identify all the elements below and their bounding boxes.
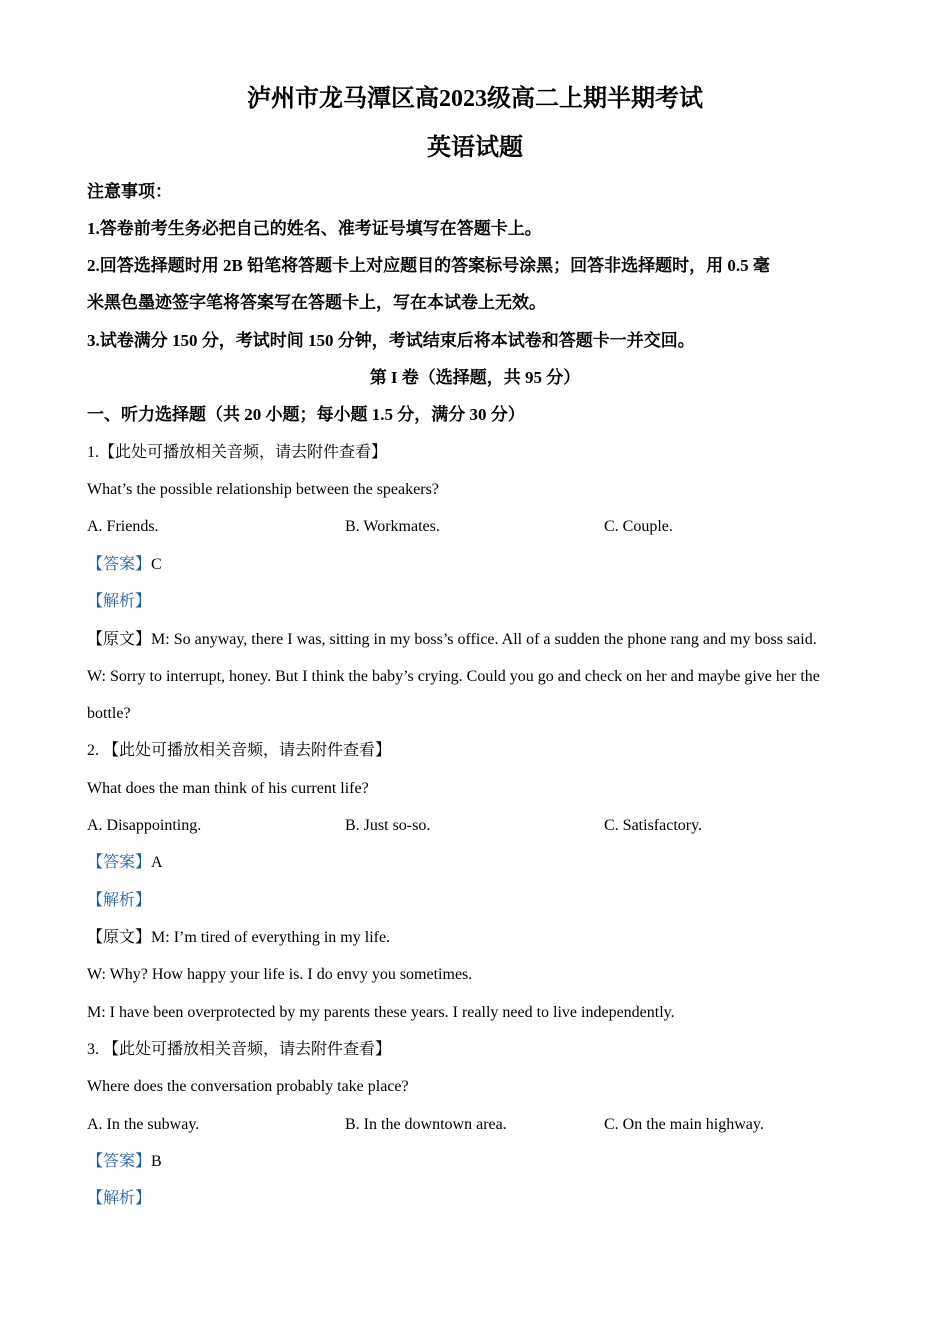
q3-answer: B (151, 1153, 162, 1170)
q3-analysis-label: 【解析】 (87, 1190, 152, 1207)
document-title: 泸州市龙马潭区高2023级高二上期半期考试 (247, 86, 703, 112)
q2-audio-note: 2. 【此处可播放相关音频，请去附件查看】 (87, 742, 392, 759)
notice-item-1: 1.答卷前考生务必把自己的姓名、准考证号填写在答题卡上。 (87, 219, 542, 238)
q3-option-b: B. In the downtown area. (345, 1116, 507, 1133)
q2-transcript-line-3: M: I have been overprotected by my parents these years. I really need to live independently. (87, 1004, 675, 1021)
q2-question: What does the man think of his current life? (87, 780, 369, 797)
q2-answer: A (151, 854, 163, 871)
q1-transcript-line-3: bottle? (87, 705, 131, 722)
q1-analysis-label: 【解析】 (87, 593, 152, 610)
q2-answer-row (87, 853, 163, 873)
notice-heading: 注意事项： (87, 182, 172, 201)
q1-question: What’s the possible relationship between the speakers? (87, 481, 439, 498)
notice-item-3: 3.试卷满分 150 分，考试时间 150 分钟，考试结束后将本试卷和答题卡一并交回。 (87, 331, 695, 350)
q1-transcript-text-1: M: So anyway, there I was, sitting in my boss’s office. All of a sudden the phone rang and my boss said. (151, 631, 817, 648)
section-heading: 一、听力选择题（共 20 小题；每小题 1.5 分，满分 30 分） (87, 405, 525, 424)
q1-audio-note: 1.【此处可播放相关音频，请去附件查看】 (87, 444, 388, 461)
q2-option-a: A. Disappointing. (87, 817, 202, 834)
q1-answer-row (87, 555, 162, 575)
q3-option-c: C. On the main highway. (604, 1116, 764, 1133)
q2-transcript-line-1 (87, 928, 390, 948)
volume-heading: 第 I 卷（选择题，共 95 分） (369, 368, 581, 387)
q1-option-c: C. Couple. (604, 518, 673, 535)
q3-audio-note: 3. 【此处可播放相关音频，请去附件查看】 (87, 1041, 392, 1058)
q3-question: Where does the conversation probably take place? (87, 1078, 409, 1095)
q1-option-b: B. Workmates. (345, 518, 440, 535)
q1-answer: C (151, 556, 162, 573)
q2-transcript-text-1: M: I’m tired of everything in my life. (151, 929, 391, 946)
q3-answer-row (87, 1152, 162, 1172)
q1-transcript-line-2: W: Sorry to interrupt, honey. But I think the baby’s crying. Could you go and check on her and maybe give her the (87, 668, 820, 685)
transcript-label: 【原文】 (87, 631, 152, 648)
q1-option-a: A. Friends. (87, 518, 159, 535)
transcript-label: 【原文】 (87, 929, 152, 946)
q2-option-c: C. Satisfactory. (604, 817, 703, 834)
q2-analysis-label: 【解析】 (87, 892, 152, 909)
q1-transcript-line-1 (87, 630, 817, 650)
answer-label: 【答案】 (87, 854, 152, 871)
q2-option-b: B. Just so-so. (345, 817, 431, 834)
notice-item-2-line-2: 米黑色墨迹签字笔将答案写在答题卡上，写在本试卷上无效。 (87, 293, 546, 312)
q2-transcript-line-2: W: Why? How happy your life is. I do envy you sometimes. (87, 966, 473, 983)
notice-item-2-line-1: 2.回答选择题时用 2B 铅笔将答题卡上对应题目的答案标号涂黑；回答非选择题时，用 0.5 毫 (87, 256, 770, 275)
answer-label: 【答案】 (87, 556, 152, 573)
document-subtitle: 英语试题 (427, 135, 523, 161)
q3-option-a: A. In the subway. (87, 1116, 200, 1133)
answer-label: 【答案】 (87, 1153, 152, 1170)
